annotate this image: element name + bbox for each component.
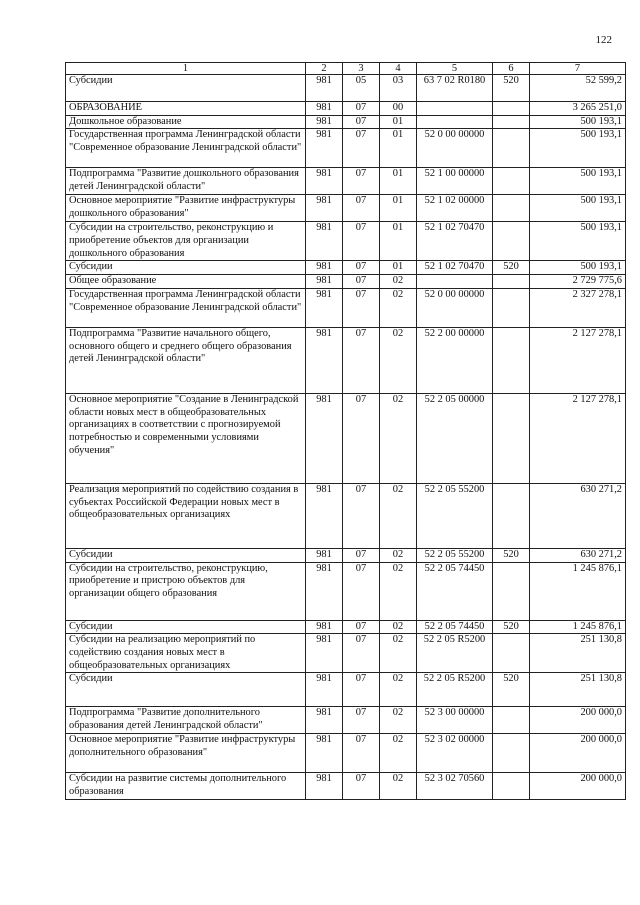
row-grbs-code: 981	[306, 75, 343, 102]
row-section-code: 05	[343, 75, 380, 102]
table-row	[66, 195, 626, 222]
row-section-code: 07	[343, 275, 380, 289]
row-amount: 200 000,0	[530, 773, 626, 800]
row-name: Субсидии на реализацию мероприятий по содействию создания новых мест в общеобразовательных организациях	[66, 634, 306, 673]
row-grbs-code: 981	[306, 195, 343, 222]
row-target-code: 52 1 02 70470	[417, 261, 493, 275]
row-amount: 2 127 278,1	[530, 393, 626, 483]
row-target-code: 52 2 05 74450	[417, 562, 493, 620]
row-name: Основное мероприятие "Создание в Ленинградской области новых мест в общеобразовательных организациях в соответствии с прогнозируемой потребностью и современными условиями обучения"	[66, 393, 306, 483]
row-amount: 2 127 278,1	[530, 327, 626, 393]
row-amount: 500 193,1	[530, 129, 626, 168]
row-section-code: 07	[343, 129, 380, 168]
row-target-code: 52 2 05 74450	[417, 620, 493, 634]
table-row	[66, 634, 626, 673]
row-expense-type-code	[493, 327, 530, 393]
row-subsection-code: 02	[380, 327, 417, 393]
row-section-code: 07	[343, 562, 380, 620]
row-grbs-code: 981	[306, 548, 343, 562]
table-row	[66, 562, 626, 620]
column-number: 2	[306, 63, 343, 75]
row-expense-type-code: 520	[493, 75, 530, 102]
row-subsection-code: 02	[380, 288, 417, 327]
row-expense-type-code: 520	[493, 620, 530, 634]
table-row	[66, 673, 626, 707]
row-grbs-code: 981	[306, 773, 343, 800]
row-expense-type-code	[493, 634, 530, 673]
row-amount: 200 000,0	[530, 707, 626, 734]
row-target-code	[417, 115, 493, 129]
table-row	[66, 327, 626, 393]
row-section-code: 07	[343, 634, 380, 673]
row-name: Подпрограмма "Развитие дошкольного образования детей Ленинградской области"	[66, 168, 306, 195]
row-expense-type-code	[493, 222, 530, 261]
row-subsection-code: 03	[380, 75, 417, 102]
table-row	[66, 168, 626, 195]
table-row	[66, 275, 626, 289]
row-subsection-code: 02	[380, 393, 417, 483]
row-target-code: 52 2 00 00000	[417, 327, 493, 393]
row-subsection-code: 01	[380, 222, 417, 261]
row-target-code: 52 2 05 R5200	[417, 673, 493, 707]
row-section-code: 07	[343, 168, 380, 195]
row-amount: 1 245 876,1	[530, 620, 626, 634]
page-number: 122	[595, 34, 612, 46]
row-section-code: 07	[343, 222, 380, 261]
row-grbs-code: 981	[306, 129, 343, 168]
table-row	[66, 620, 626, 634]
table-row	[66, 734, 626, 773]
row-grbs-code: 981	[306, 288, 343, 327]
row-expense-type-code	[493, 707, 530, 734]
row-subsection-code: 02	[380, 773, 417, 800]
row-target-code: 52 3 02 70560	[417, 773, 493, 800]
row-amount: 52 599,2	[530, 75, 626, 102]
table-row	[66, 707, 626, 734]
row-expense-type-code	[493, 483, 530, 548]
row-grbs-code: 981	[306, 620, 343, 634]
column-number: 5	[417, 63, 493, 75]
row-section-code: 07	[343, 195, 380, 222]
row-section-code: 07	[343, 393, 380, 483]
row-subsection-code: 01	[380, 115, 417, 129]
row-name: Субсидии	[66, 620, 306, 634]
row-name: Субсидии	[66, 75, 306, 102]
row-amount: 200 000,0	[530, 734, 626, 773]
row-name: Основное мероприятие "Развитие инфраструктуры дополнительного образования"	[66, 734, 306, 773]
row-amount: 500 193,1	[530, 115, 626, 129]
row-name: Субсидии	[66, 673, 306, 707]
row-amount: 500 193,1	[530, 222, 626, 261]
table-row	[66, 261, 626, 275]
row-subsection-code: 01	[380, 261, 417, 275]
row-target-code: 52 1 02 70470	[417, 222, 493, 261]
row-subsection-code: 00	[380, 102, 417, 116]
row-name: Основное мероприятие "Развитие инфраструктуры дошкольного образования"	[66, 195, 306, 222]
row-name: Подпрограмма "Развитие начального общего, основного общего и среднего общего образования детей Ленинградской области"	[66, 327, 306, 393]
row-amount: 500 193,1	[530, 168, 626, 195]
row-name: Субсидии	[66, 548, 306, 562]
row-name: Реализация мероприятий по содействию создания в субъектах Российской Федерации новых мест в общеобразовательных организациях	[66, 483, 306, 548]
row-section-code: 07	[343, 288, 380, 327]
row-grbs-code: 981	[306, 275, 343, 289]
row-amount: 251 130,8	[530, 634, 626, 673]
table-body	[66, 75, 626, 800]
row-expense-type-code	[493, 393, 530, 483]
row-section-code: 07	[343, 548, 380, 562]
row-grbs-code: 981	[306, 261, 343, 275]
row-name: Субсидии на строительство, реконструкцию и приобретение объектов для организации дошкольного образования	[66, 222, 306, 261]
row-expense-type-code: 520	[493, 673, 530, 707]
column-number: 3	[343, 63, 380, 75]
column-number: 7	[530, 63, 626, 75]
table-row	[66, 288, 626, 327]
row-grbs-code: 981	[306, 102, 343, 116]
row-grbs-code: 981	[306, 562, 343, 620]
column-number: 1	[66, 63, 306, 75]
row-name: Субсидии на развитие системы дополнительного образования	[66, 773, 306, 800]
row-section-code: 07	[343, 734, 380, 773]
row-section-code: 07	[343, 673, 380, 707]
column-number: 4	[380, 63, 417, 75]
row-target-code: 52 1 00 00000	[417, 168, 493, 195]
row-target-code: 52 0 00 00000	[417, 288, 493, 327]
row-subsection-code: 02	[380, 548, 417, 562]
row-grbs-code: 981	[306, 168, 343, 195]
row-target-code: 52 1 02 00000	[417, 195, 493, 222]
row-name: ОБРАЗОВАНИЕ	[66, 102, 306, 116]
row-name: Субсидии	[66, 261, 306, 275]
table-row	[66, 483, 626, 548]
row-section-code: 07	[343, 707, 380, 734]
row-subsection-code: 02	[380, 620, 417, 634]
row-subsection-code: 01	[380, 129, 417, 168]
row-subsection-code: 02	[380, 562, 417, 620]
row-expense-type-code	[493, 195, 530, 222]
row-expense-type-code	[493, 288, 530, 327]
row-expense-type-code: 520	[493, 261, 530, 275]
row-grbs-code: 981	[306, 115, 343, 129]
row-name: Государственная программа Ленинградской области "Современное образование Ленинградской области"	[66, 288, 306, 327]
row-target-code: 52 3 00 00000	[417, 707, 493, 734]
table-row	[66, 75, 626, 102]
table-row	[66, 393, 626, 483]
row-amount: 2 729 775,6	[530, 275, 626, 289]
table-row	[66, 129, 626, 168]
row-expense-type-code	[493, 562, 530, 620]
row-expense-type-code	[493, 773, 530, 800]
row-section-code: 07	[343, 620, 380, 634]
row-amount: 500 193,1	[530, 195, 626, 222]
row-amount: 630 271,2	[530, 548, 626, 562]
row-subsection-code: 02	[380, 634, 417, 673]
row-grbs-code: 981	[306, 634, 343, 673]
row-subsection-code: 02	[380, 707, 417, 734]
row-target-code: 52 3 02 00000	[417, 734, 493, 773]
row-subsection-code: 02	[380, 275, 417, 289]
table-row	[66, 773, 626, 800]
row-name: Государственная программа Ленинградской области "Современное образование Ленинградской области"	[66, 129, 306, 168]
row-grbs-code: 981	[306, 483, 343, 548]
row-expense-type-code	[493, 734, 530, 773]
row-subsection-code: 02	[380, 483, 417, 548]
row-section-code: 07	[343, 115, 380, 129]
row-name: Дошкольное образование	[66, 115, 306, 129]
row-subsection-code: 01	[380, 168, 417, 195]
column-number-row	[66, 63, 626, 75]
row-target-code: 52 2 05 R5200	[417, 634, 493, 673]
row-amount: 3 265 251,0	[530, 102, 626, 116]
row-expense-type-code	[493, 129, 530, 168]
row-section-code: 07	[343, 327, 380, 393]
row-amount: 251 130,8	[530, 673, 626, 707]
row-expense-type-code	[493, 168, 530, 195]
row-name: Подпрограмма "Развитие дополнительного образования детей Ленинградской области"	[66, 707, 306, 734]
table-row	[66, 548, 626, 562]
row-name: Общее образование	[66, 275, 306, 289]
row-section-code: 07	[343, 261, 380, 275]
row-target-code: 52 2 05 55200	[417, 483, 493, 548]
row-section-code: 07	[343, 773, 380, 800]
row-expense-type-code	[493, 275, 530, 289]
row-target-code: 52 2 05 55200	[417, 548, 493, 562]
row-expense-type-code	[493, 102, 530, 116]
table-row	[66, 115, 626, 129]
row-section-code: 07	[343, 483, 380, 548]
row-name: Субсидии на строительство, реконструкцию, приобретение и пристрою объектов для организации общего образования	[66, 562, 306, 620]
row-target-code: 63 7 02 R0180	[417, 75, 493, 102]
row-target-code	[417, 275, 493, 289]
row-grbs-code: 981	[306, 222, 343, 261]
row-grbs-code: 981	[306, 673, 343, 707]
table-row	[66, 102, 626, 116]
table-row	[66, 222, 626, 261]
row-target-code	[417, 102, 493, 116]
row-expense-type-code: 520	[493, 548, 530, 562]
row-expense-type-code	[493, 115, 530, 129]
row-target-code: 52 0 00 00000	[417, 129, 493, 168]
row-target-code: 52 2 05 00000	[417, 393, 493, 483]
row-amount: 1 245 876,1	[530, 562, 626, 620]
row-subsection-code: 02	[380, 734, 417, 773]
row-subsection-code: 02	[380, 673, 417, 707]
row-subsection-code: 01	[380, 195, 417, 222]
row-amount: 500 193,1	[530, 261, 626, 275]
row-grbs-code: 981	[306, 707, 343, 734]
row-grbs-code: 981	[306, 734, 343, 773]
column-number: 6	[493, 63, 530, 75]
row-section-code: 07	[343, 102, 380, 116]
row-amount: 630 271,2	[530, 483, 626, 548]
row-grbs-code: 981	[306, 327, 343, 393]
row-amount: 2 327 278,1	[530, 288, 626, 327]
row-grbs-code: 981	[306, 393, 343, 483]
budget-table	[65, 62, 626, 800]
